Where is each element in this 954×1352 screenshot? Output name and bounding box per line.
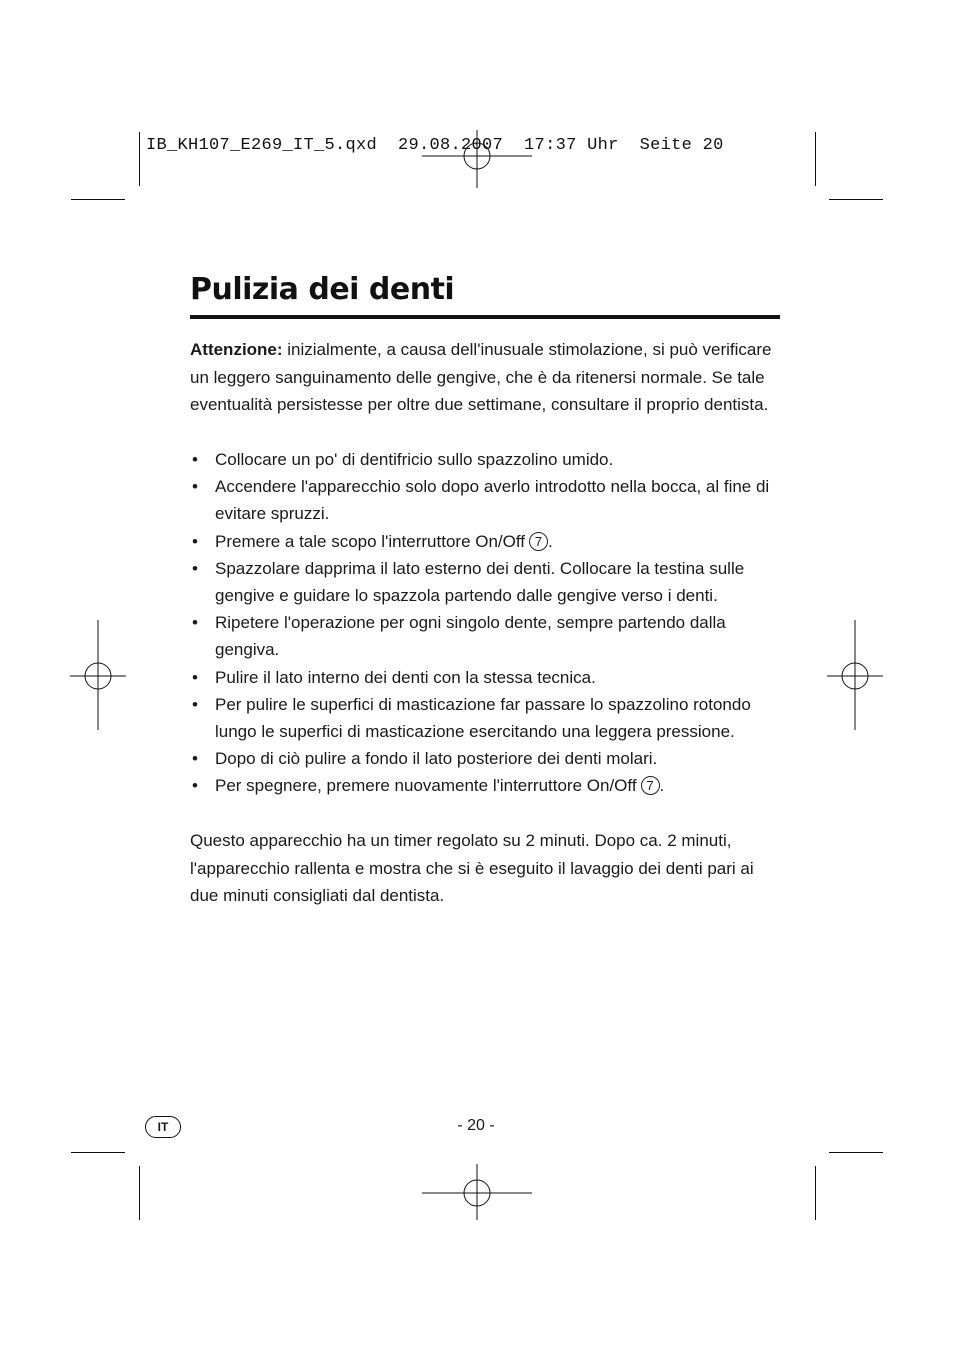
list-item-suffix: . — [548, 531, 553, 551]
crop-mark — [815, 1166, 816, 1220]
crop-mark — [71, 199, 125, 200]
list-item-text: Premere a tale scopo l'interruttore On/Off — [215, 531, 526, 551]
page-number: - 20 - — [457, 1117, 495, 1134]
list-item — [190, 745, 780, 772]
list-item — [190, 555, 780, 609]
list-item-text: Per pulire le superfici di masticazione far passare lo spazzolino rotondo lungo le superfici di masticazione esercitando una leggera pressione. — [215, 694, 751, 742]
registration-mark-left — [70, 620, 128, 732]
crop-mark — [139, 1166, 140, 1220]
registration-mark-top — [422, 130, 532, 190]
timer-paragraph: Questo apparecchio ha un timer regolato su 2 minuti. Dopo ca. 2 minuti, l'apparecchio rallenta e mostra che si è eseguito il lavaggio dei denti pari ai due minuti consigliati dal dentista. — [190, 831, 754, 905]
instruction-list — [190, 446, 780, 800]
registration-mark-bottom — [422, 1164, 532, 1222]
language-badge: IT — [145, 1116, 181, 1138]
list-item-text: Collocare un po' di dentifricio sullo spazzolino umido. — [215, 450, 614, 469]
warning-text: inizialmente, a causa dell'inusuale stimolazione, si può verificare un leggero sanguinamento delle gengive, che è da ritenersi normale. Se tale eventualità persistesse per oltre due settimane, consultare il proprio dentista. — [190, 340, 772, 414]
title-underline — [190, 315, 780, 319]
list-item-text: Per spegnere, premere nuovamente l'interruttore On/Off — [215, 776, 637, 796]
crop-mark — [829, 1152, 883, 1153]
list-item — [190, 528, 780, 555]
list-item — [190, 609, 780, 663]
list-item — [190, 772, 780, 799]
registration-mark-right — [827, 620, 885, 732]
crop-mark — [815, 132, 816, 186]
print-slug: IB_KH107_E269_IT_5.qxd 29.08.2007 17:37 Uhr Seite 20 — [146, 136, 724, 155]
list-item-text: Dopo di ciò pulire a fondo il lato posteriore dei denti molari. — [215, 749, 658, 769]
list-item-suffix: . — [659, 776, 665, 796]
page-title: Pulizia dei denti — [190, 272, 455, 307]
list-item-text: Accendere l'apparecchio solo dopo averlo introdotto nella bocca, al fine di evitare spruzzi. — [215, 477, 770, 524]
part-reference-number: 7 — [529, 532, 548, 551]
list-item — [190, 691, 780, 745]
list-item — [190, 473, 780, 527]
list-item-text: Spazzolare dapprima il lato esterno dei denti. Collocare la testina sulle gengive e guidare lo spazzola partendo dalle gengive verso i denti. — [215, 558, 745, 606]
list-item-text: Ripetere l'operazione per ogni singolo dente, sempre partendo dalla gengiva. — [215, 613, 726, 660]
crop-mark — [71, 1152, 125, 1153]
part-reference-number: 7 — [641, 776, 660, 795]
warning-paragraph — [190, 336, 780, 419]
list-item — [190, 446, 780, 473]
crop-mark — [139, 132, 140, 186]
crop-mark — [829, 199, 883, 200]
warning-label: Attenzione: — [190, 340, 283, 359]
list-item-text: Pulire il lato interno dei denti con la stessa tecnica. — [215, 667, 596, 687]
list-item — [190, 664, 780, 691]
